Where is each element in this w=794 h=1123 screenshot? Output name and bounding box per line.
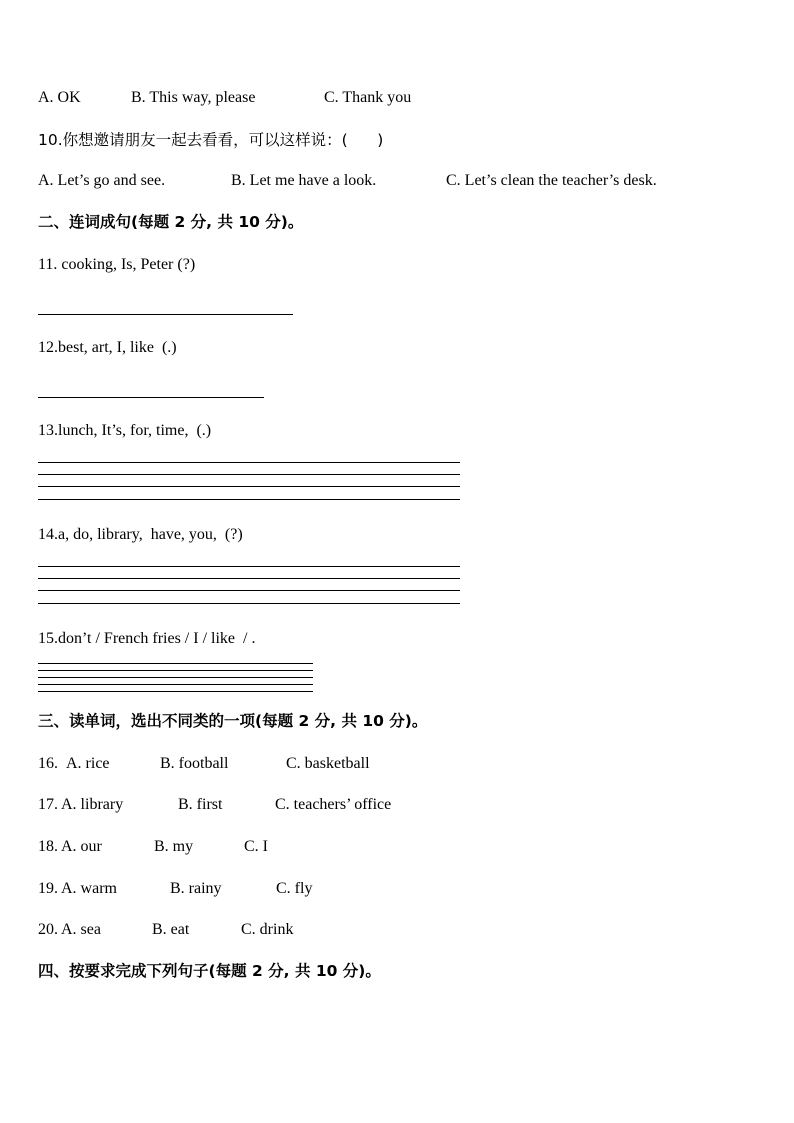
q11-answer-line — [38, 314, 293, 315]
q12-answer-line — [38, 397, 264, 398]
q17-option-b: B. first — [178, 796, 223, 813]
q18-option-b: B. my — [154, 838, 194, 855]
q17-option-c: C. teachers’ office — [275, 796, 392, 813]
q18-number: 18. — [38, 838, 58, 855]
q17-option-a: A. library — [61, 796, 124, 813]
q10-prompt: 10.你想邀请朋友一起去看看，可以这样说：( ) — [38, 131, 384, 149]
q19-number: 19. — [38, 880, 58, 897]
section-4-heading: 四、按要求完成下列句子(每题 2 分, 共 10 分)。 — [38, 962, 381, 980]
q13-answer-line-1 — [38, 462, 460, 463]
q9-option-c: C. Thank you — [324, 89, 412, 106]
q14-answer-line-3 — [38, 590, 460, 591]
q20-option-c: C. drink — [241, 921, 294, 938]
section-3-heading: 三、读单词，选出不同类的一项(每题 2 分, 共 10 分)。 — [38, 712, 428, 730]
q14-answer-line-2 — [38, 578, 460, 579]
q15-answer-line-5 — [38, 691, 313, 692]
q19-option-b: B. rainy — [170, 880, 222, 897]
q13-answer-line-2 — [38, 474, 460, 475]
q10-option-c: C. Let’s clean the teacher’s desk. — [446, 172, 657, 189]
q15-answer-line-4 — [38, 684, 313, 685]
q14-prompt: 14.a, do, library, have, you, (?) — [38, 526, 243, 543]
q20-option-a: A. sea — [61, 921, 101, 938]
q13-answer-line-4 — [38, 499, 460, 500]
q11-prompt: 11. cooking, Is, Peter (?) — [38, 256, 196, 273]
q15-answer-line-1 — [38, 663, 313, 664]
q10-option-b: B. Let me have a look. — [231, 172, 377, 189]
q13-answer-line-3 — [38, 486, 460, 487]
q20-number: 20. — [38, 921, 58, 938]
q17-number: 17. — [38, 796, 58, 813]
q10-option-a: A. Let’s go and see. — [38, 172, 166, 189]
q20-option-b: B. eat — [152, 921, 190, 938]
q18-option-c: C. I — [244, 838, 268, 855]
q16-option-a: A. rice — [66, 755, 110, 772]
q9-option-b: B. This way, please — [131, 89, 256, 106]
q16-number: 16. — [38, 755, 62, 772]
q19-option-c: C. fly — [276, 880, 313, 897]
q14-answer-line-1 — [38, 566, 460, 567]
q15-prompt: 15.don’t / French fries / I / like / . — [38, 630, 256, 647]
q14-answer-line-4 — [38, 603, 460, 604]
q12-prompt: 12.best, art, I, like (.) — [38, 339, 177, 356]
q16-option-c: C. basketball — [286, 755, 370, 772]
q16-option-b: B. football — [160, 755, 229, 772]
q9-option-a: A. OK — [38, 89, 81, 106]
q18-option-a: A. our — [61, 838, 102, 855]
q15-answer-line-2 — [38, 670, 313, 671]
section-2-heading: 二、连词成句(每题 2 分, 共 10 分)。 — [38, 213, 304, 231]
q15-answer-line-3 — [38, 677, 313, 678]
q19-option-a: A. warm — [61, 880, 117, 897]
q13-prompt: 13.lunch, It’s, for, time, (.) — [38, 422, 212, 439]
